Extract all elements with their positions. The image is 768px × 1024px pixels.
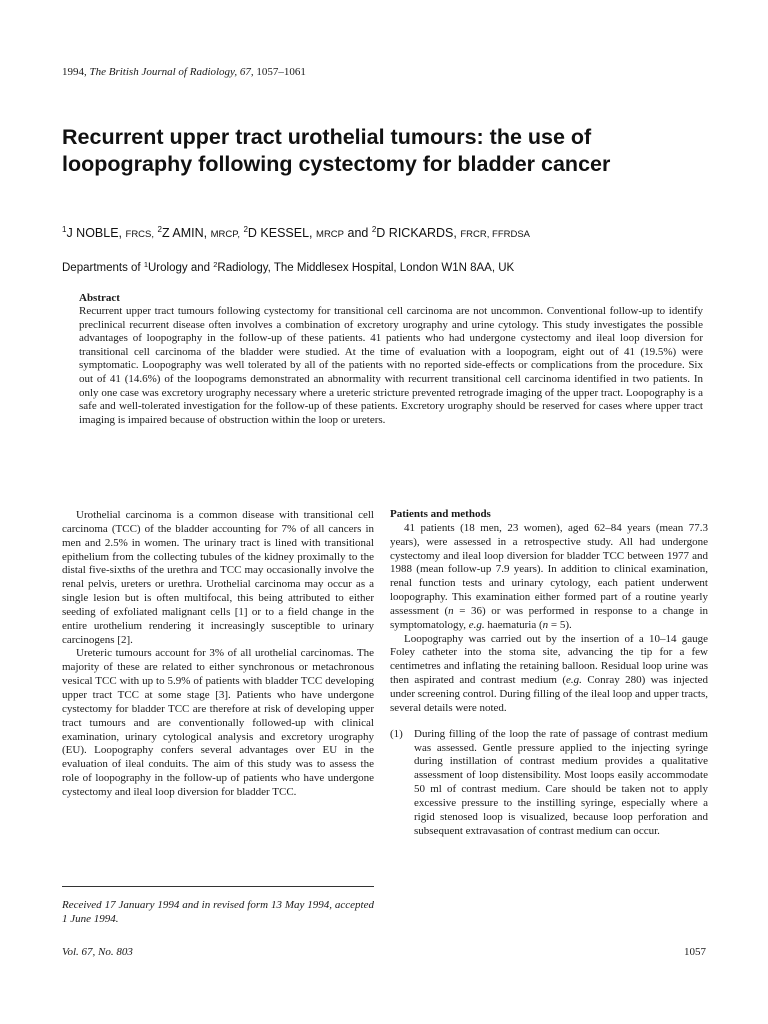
author-name: D KESSEL, <box>247 226 313 240</box>
author-degree: FRCR, FFRDSA <box>460 229 531 240</box>
italic-n: n <box>542 618 549 631</box>
author-and: and <box>347 226 369 240</box>
numbered-list-item <box>390 728 708 839</box>
text-run: Loopography was carried out by the insertion of a 10–14 gauge Foley catheter into the stoma site, advancing the tip for a few centimetres and inflating the retaining balloon. Residual loop urine was then aspirated and contrast medium ( <box>390 632 708 687</box>
left-column <box>62 509 374 800</box>
text-run: = 36) or was performed in response to a change in symptomatology, <box>390 604 709 631</box>
header-pages: 1057–1061 <box>256 66 306 78</box>
header-year: 1994, <box>62 66 87 78</box>
abstract-heading: Abstract <box>79 292 120 304</box>
text-run: haematuria ( <box>484 618 543 631</box>
list-text: During filling of the loop the rate of passage of contrast medium was assessed. Gentle pressure applied to the injecting syringe during instillation of contrast medium provides a qualitative assessment of loop distensibility. Most loops easily accommodate 50 ml of contrast medium. Care should be taken not to apply excessive pressure to the instilling syringe, especially where a rigid stenosed loop is visualized, because loop perforation and subsequent extravasation of contrast medium can occur. <box>414 727 708 837</box>
affiliation-part: Radiology, The Middlesex Hospital, London W1N 8AA, UK <box>217 262 515 274</box>
text-run: = 5). <box>548 618 572 631</box>
affiliation-prefix: Departments of <box>62 262 141 274</box>
right-column <box>390 508 708 838</box>
footer-volume: Vol. 67, No. 803 <box>62 946 133 958</box>
list-number: (1) <box>390 727 403 740</box>
section-heading: Patients and methods <box>390 508 491 520</box>
author-degree: FRCS, <box>125 229 155 240</box>
italic-eg: e.g. <box>468 618 485 631</box>
author-affil-sup: 1 <box>62 225 67 234</box>
affiliation-sup: 1 <box>143 260 148 269</box>
author-name: D RICKARDS, <box>376 226 457 240</box>
header-journal: The British Journal of Radiology, 67, <box>89 66 254 78</box>
italic-n: n <box>448 604 454 617</box>
abstract-section <box>79 292 703 427</box>
footnote-divider <box>62 886 374 887</box>
author-degree: MRCP, <box>210 229 240 240</box>
intro-paragraph: Ureteric tumours account for 3% of all urothelial carcinomas. The majority of these are related to either synchronous or metachronous vesical TCC with up to 5.9% of patients with bladder TCC developing upper tract TCC at some stage [3]. Patients who have undergone cystectomy for bladder TCC are therefore at risk of developing upper tract tumours and are conventionally followed-up with clinical examination, urinary cytological analysis and excretory urography (EU). Loopography confers several advantages over EU in the evaluation of ileal conduits. The aim of this study was to assess the role of loopography in the follow-up of patients who have undergone cystectomy and ileal loop diversion for bladder TCC. <box>62 647 374 798</box>
author-list <box>62 225 722 240</box>
author-affil-sup: 2 <box>157 225 162 234</box>
author-name: J NOBLE, <box>66 226 123 240</box>
author-degree: MRCP <box>316 229 345 240</box>
affiliation-sup: 2 <box>213 260 218 269</box>
footer-page-number: 1057 <box>684 946 706 958</box>
text-run: 41 patients (18 men, 23 women), aged 62–84 years (mean 77.3 years), were assessed in a retrospective study. All had undergone cystectomy and ileal loop diversion for bladder TCC between 1977 and 1988 (mean follow-up 7.9 years). In addition to clinical examination, renal function tests and urinary cytology, each patient underwent loopography. This examination either formed part of a routine yearly assessment ( <box>390 521 708 617</box>
received-footnote: Received 17 January 1994 and in revised form 13 May 1994, accepted 1 June 1994. <box>62 899 374 925</box>
running-header <box>62 66 306 78</box>
italic-eg: e.g. <box>566 674 582 687</box>
author-affil-sup: 2 <box>371 225 377 234</box>
abstract-text: Recurrent upper tract tumours following cystectomy for transitional cell carcinoma are not uncommon. Conventional follow-up to identify preclinical recurrent disease often involves a combination of excretory urography and urine cytology. This study investigates the possible advantages of loopography in the follow-up of these patients. 41 patients who had undergone cystectomy and ileal loop diversion for transitional cell carcinoma of the bladder were studied. At the time of evaluation with a loopogram, eight out of 41 (19.5%) were symptomatic. Loopography was well tolerated by all of the patients with no reported side-effects or complications from the procedure. Six out of 41 (14.6%) of the loopograms demonstrated an abnormality with recurrent transitional cell carcinoma identified in two patients. In only one case was excretory urography necessary where a ureteric stricture prevented retrograde imaging of the upper tract. Loopography is a safe and well-tolerated investigation for the follow-up of these patients. Excretory urography should be reserved for cases where upper tract imaging is impaired because of obstruction within the loop or ureters. <box>79 305 703 426</box>
intro-paragraph: Urothelial carcinoma is a common disease with transitional cell carcinoma (TCC) of the bladder accounting for 7% of all cancers in men and 2.5% in women. The urinary tract is lined with transitional epithelium from the collecting tubules of the kidney proximally to the distal five-sixths of the urethra and TCC may occasionally involve the renal pelvis, ureters or urethra. Urothelial carcinoma may occur as a single lesion but is often multifocal, this being attributed to either seeding of exfoliated malignant cells [1] or to a field change in the entire urothelium rendering it increasingly susceptible to urinary carcinogens [2]. <box>62 509 374 646</box>
author-affil-sup: 2 <box>243 225 248 234</box>
affiliation-part: Urology and <box>148 262 211 274</box>
paper-title: Recurrent upper tract urothelial tumours: the use of loopography following cystectomy for bladder cancer <box>62 125 611 176</box>
text-run: Conray 280) was injected under screening control. During filling of the ileal loop and upper tracts, several details were noted. <box>390 674 708 714</box>
methods-paragraph <box>390 633 708 716</box>
methods-paragraph <box>390 522 708 633</box>
affiliation-line <box>62 260 722 274</box>
author-name: Z AMIN, <box>161 226 208 240</box>
